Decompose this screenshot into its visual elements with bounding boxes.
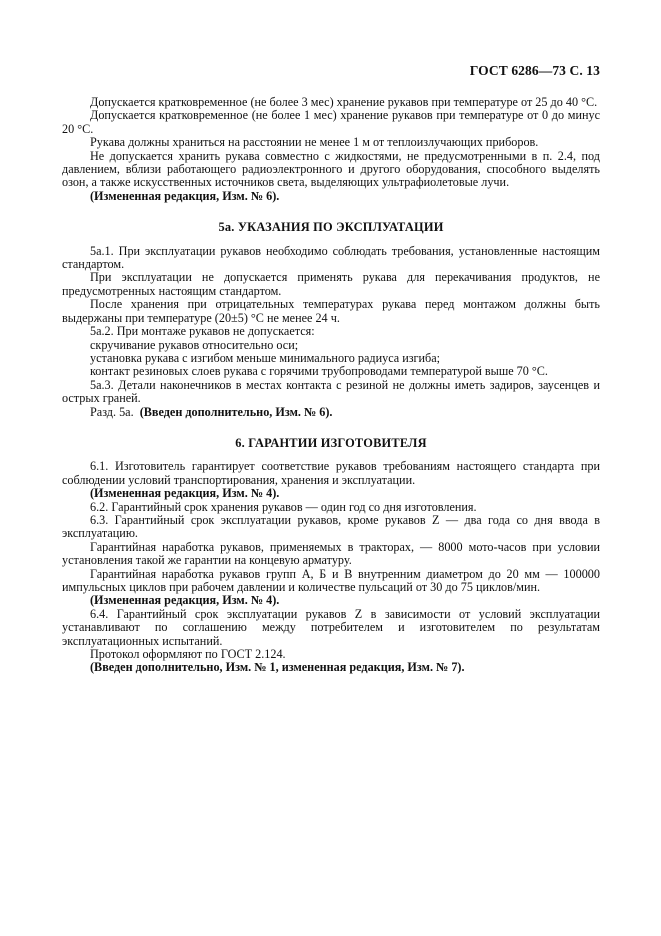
section-title-5a: 5а. УКАЗАНИЯ ПО ЭКСПЛУАТАЦИИ: [218, 220, 444, 235]
paragraph-6-3: 6.3. Гарантийный срок эксплуатации рукавов, кроме рукавов Z — два года со дня ввода в эксплуатацию.: [62, 512, 600, 541]
amendment-note-6-4: (Введен дополнительно, Изм. № 1, измененная редакция, Изм. № 7).: [90, 660, 465, 675]
section-5a-note-prefix: Разд. 5а.: [90, 404, 134, 419]
paragraph-6-3-groups: Гарантийная наработка рукавов групп А, Б и В внутренним диаметром до 20 мм — 100000 импульсных циклов при рабочем давлении и количестве пульсаций от 30 до 75 циклов/мин.: [62, 566, 600, 594]
amendment-note-6-3: (Измененная редакция, Изм. № 4).: [90, 593, 280, 608]
paragraph-6-3-tractors: Гарантийная наработка рукавов, применяемых в тракторах, — 8000 мото-часов при условии установления такой же гарантии на концевую арматуру.: [62, 539, 600, 568]
paragraph-6-4-protocol: Протокол оформляют по ГОСТ 2.124.: [90, 647, 286, 662]
paragraph-5a-1-restriction: При эксплуатации не допускается применять рукава для перекачивания продуктов, не предусмотренных настоящим стандартом.: [62, 270, 600, 298]
paragraph-6-1: 6.1. Изготовитель гарантирует соответствие рукавов требованиям настоящего стандарта при соблюдении условий транспортирования, хранения и эксплуатации.: [62, 459, 600, 487]
list-item-bend-radius: установка рукава с изгибом меньше минимального радиуса изгиба;: [90, 350, 441, 365]
paragraph-5a-1: 5а.1. При эксплуатации рукавов необходимо соблюдать требования, установленные настоящим стандартом.: [62, 243, 600, 272]
amendment-note-6-1: (Измененная редакция, Изм. № 4).: [90, 486, 280, 501]
storage-paragraph-2: Допускается кратковременное (не более 1 мес) хранение рукавов при температуре от 0 до минус 20 °С.: [62, 108, 600, 136]
list-item-twisting: скручивание рукавов относительно оси;: [90, 337, 299, 352]
paragraph-5a-3: 5а.3. Детали наконечников в местах контакта с резиной не должны иметь задиров, заусенцев и острых граней.: [62, 377, 600, 406]
list-item-hot-pipes: контакт резиновых слоев рукава с горячими трубопроводами температурой выше 70 °С.: [90, 364, 548, 379]
section-title-6: 6. ГАРАНТИИ ИЗГОТОВИТЕЛЯ: [235, 435, 427, 450]
section-5a-note-bold: (Введен дополнительно, Изм. № 6).: [139, 404, 333, 419]
running-header: ГОСТ 6286—73 С. 13: [469, 63, 600, 78]
document-body: [62, 96, 600, 675]
paragraph-5a-2: 5а.2. При монтаже рукавов не допускается:: [90, 324, 315, 339]
storage-paragraph-3: Рукава должны храниться на расстоянии не менее 1 м от теплоизлучающих приборов.: [90, 135, 539, 150]
amendment-note-storage: (Измененная редакция, Изм. № 6).: [90, 188, 280, 203]
paragraph-6-4: 6.4. Гарантийный срок эксплуатации рукавов Z в зависимости от условий эксплуатации устанавливают по соглашению между потребителем и изготовителем по результатам эксплуатационных испытаний.: [62, 606, 600, 648]
storage-paragraph-1: Допускается кратковременное (не более 3 мес) хранение рукавов при температуре от 25 до 40 °С.: [90, 95, 598, 109]
paragraph-5a-1-conditioning: После хранения при отрицательных температурах рукава перед монтажом должны быть выдержаны при температуре (20±5) °С не менее 24 ч.: [62, 297, 600, 325]
paragraph-6-2: 6.2. Гарантийный срок хранения рукавов — один год со дня изготовления.: [90, 499, 477, 514]
section-5a-note: [62, 406, 600, 419]
storage-paragraph-4: Не допускается хранить рукава совместно с жидкостями, не предусмотренными в п. 2.4, под давлением, вблизи работающего радиоэлектронного и другого оборудования, способного выделять озон, а также искусственных источников света, выделяющих ультрафиолетовые лучи.: [62, 148, 600, 190]
